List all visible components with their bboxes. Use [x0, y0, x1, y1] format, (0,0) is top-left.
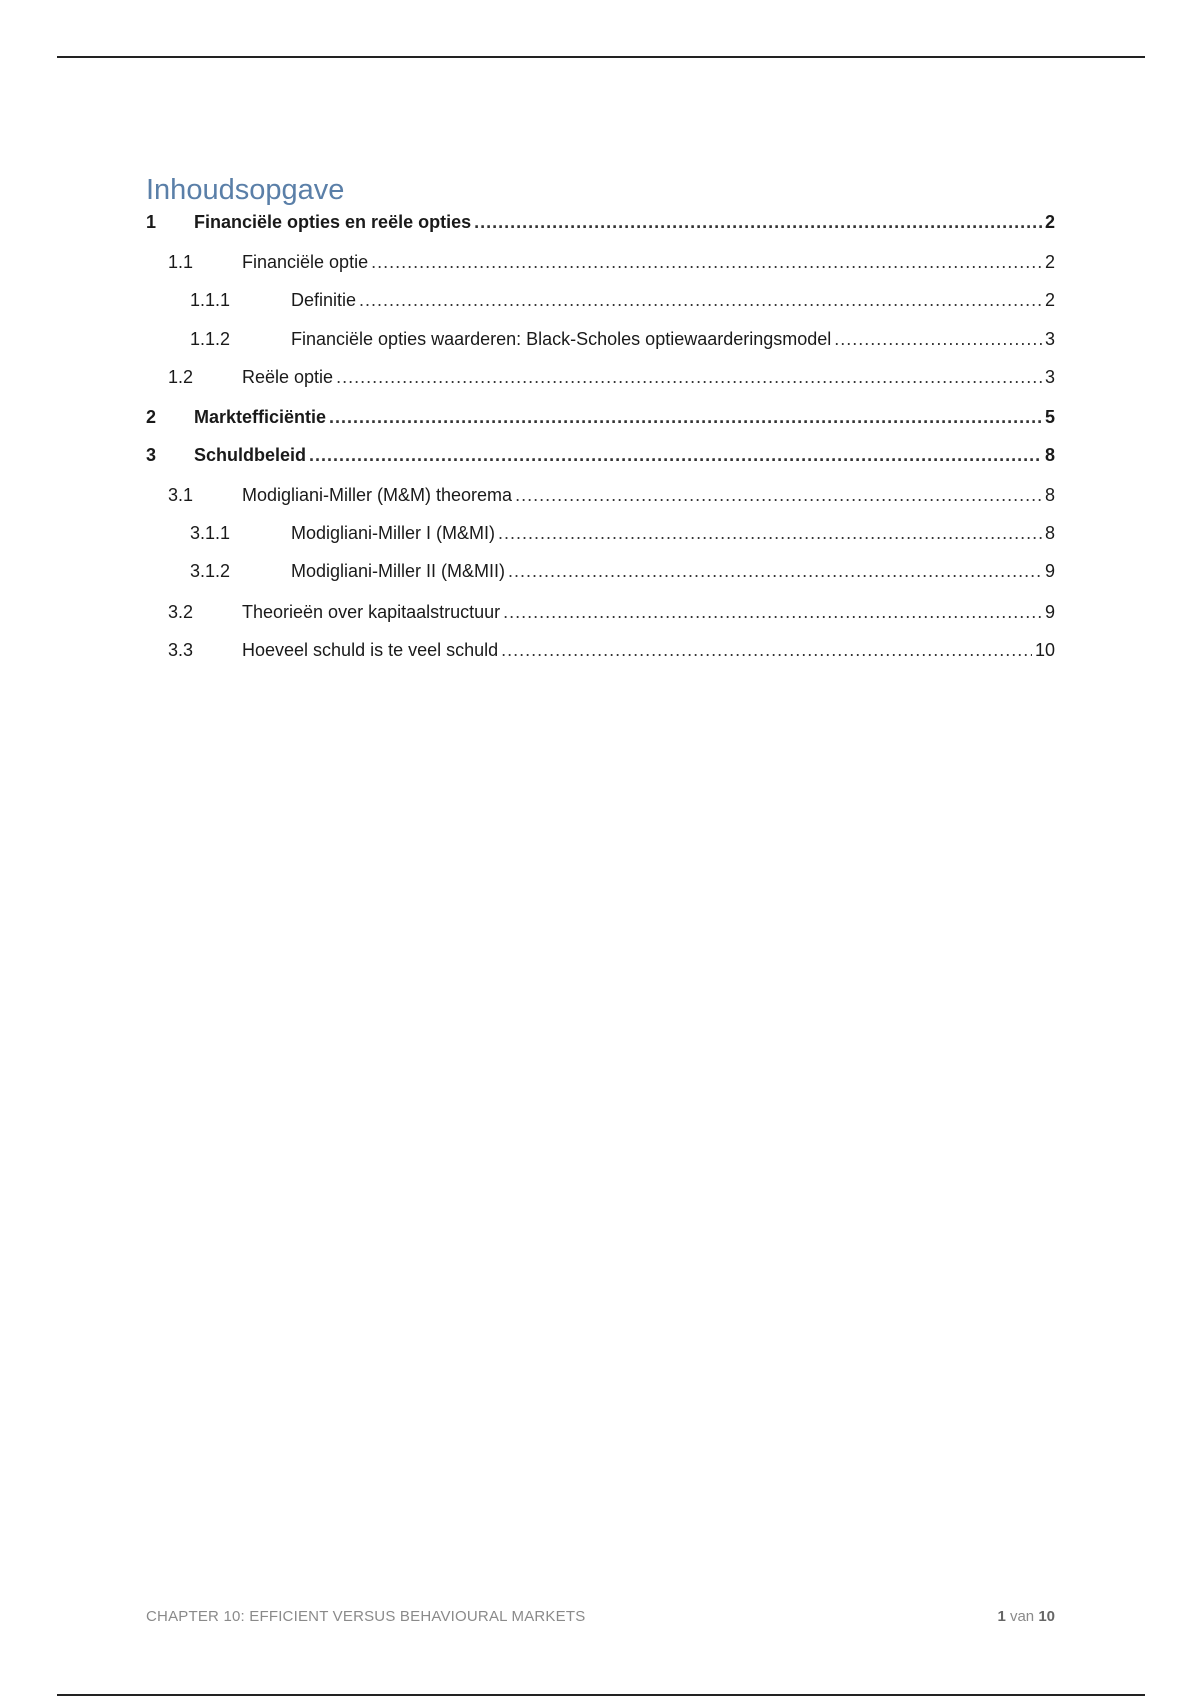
toc-entry-number: 2 — [146, 407, 157, 427]
toc-entry-3-1-1[interactable] — [146, 521, 1055, 545]
toc-entry-page: 8 — [1044, 445, 1055, 465]
toc-entry-page: 8 — [1044, 523, 1055, 543]
footer-page-total: 10 — [1038, 1608, 1055, 1625]
toc-entry-page: 3 — [1044, 329, 1055, 349]
toc-entry-page: 2 — [1044, 252, 1055, 272]
toc-entry-number: 3.1.2 — [190, 561, 231, 581]
toc-entry-2[interactable] — [146, 405, 1055, 429]
toc-dot-leader — [359, 288, 1042, 312]
toc-entry-number: 3 — [146, 445, 157, 465]
toc-entry-number: 1 — [146, 212, 157, 232]
toc-entry-1-1-2[interactable] — [146, 327, 1055, 351]
toc-entry-title: Schuldbeleid — [194, 445, 307, 465]
page-footer — [146, 1608, 1055, 1630]
toc-entry-title: Definitie — [291, 290, 357, 310]
toc-entry-title: Modigliani-Miller I (M&MI) — [291, 523, 496, 543]
footer-rule — [57, 1694, 1145, 1696]
footer-page-separator: van — [1009, 1608, 1035, 1625]
footer-chapter-title: CHAPTER 10: EFFICIENT VERSUS BEHAVIOURAL MARKETS — [146, 1608, 586, 1625]
toc-entry-title: Reële optie — [242, 367, 334, 387]
toc-entry-page: 5 — [1044, 407, 1055, 427]
toc-entry-1[interactable] — [146, 210, 1055, 234]
toc-dot-leader — [329, 405, 1042, 429]
toc-entry-title: Theorieën over kapitaalstructuur — [242, 602, 501, 622]
toc-dot-leader — [309, 443, 1042, 467]
toc-entry-number: 3.1.1 — [190, 523, 231, 543]
toc-entry-number: 3.2 — [168, 602, 194, 622]
toc-dot-leader — [474, 210, 1042, 234]
toc-entry-title: Marktefficiëntie — [194, 407, 327, 427]
toc-heading: Inhoudsopgave — [146, 174, 345, 206]
toc-entry-page: 9 — [1044, 602, 1055, 622]
toc-entry-number: 1.2 — [168, 367, 194, 387]
toc-dot-leader — [498, 521, 1042, 545]
toc-entry-number: 1.1.2 — [190, 329, 231, 349]
toc-entry-3-2[interactable] — [146, 600, 1055, 624]
toc-entry-page: 9 — [1044, 561, 1055, 581]
toc-dot-leader — [834, 327, 1042, 351]
toc-entry-title: Modigliani-Miller II (M&MII) — [291, 561, 506, 581]
footer-page-number — [997, 1608, 1055, 1625]
toc-dot-leader — [503, 600, 1042, 624]
toc-entry-title: Modigliani-Miller (M&M) theorema — [242, 485, 513, 505]
toc-entry-title: Financiële opties en reële opties — [194, 212, 472, 232]
toc-entry-3[interactable] — [146, 443, 1055, 467]
toc-entry-number: 3.3 — [168, 640, 194, 660]
toc-dot-leader — [501, 638, 1032, 662]
toc-dot-leader — [371, 250, 1042, 274]
toc-entry-title: Hoeveel schuld is te veel schuld — [242, 640, 499, 660]
toc-entry-number: 1.1.1 — [190, 290, 231, 310]
toc-dot-leader — [508, 559, 1042, 583]
toc-entry-page: 2 — [1044, 212, 1055, 232]
toc-entry-3-1-2[interactable] — [146, 559, 1055, 583]
footer-page-current: 1 — [997, 1608, 1006, 1625]
toc-entry-3-1[interactable] — [146, 483, 1055, 507]
toc-entry-page: 10 — [1034, 640, 1055, 660]
toc-dot-leader — [515, 483, 1042, 507]
header-rule — [57, 56, 1145, 58]
toc-entry-number: 3.1 — [168, 485, 194, 505]
toc-entry-1-1[interactable] — [146, 250, 1055, 274]
toc-entry-3-3[interactable] — [146, 638, 1055, 662]
toc-entry-page: 8 — [1044, 485, 1055, 505]
toc-entry-number: 1.1 — [168, 252, 194, 272]
toc-entry-1-1-1[interactable] — [146, 288, 1055, 312]
toc-entry-page: 3 — [1044, 367, 1055, 387]
toc-entry-page: 2 — [1044, 290, 1055, 310]
toc-entry-title: Financiële optie — [242, 252, 369, 272]
toc-entry-title: Financiële opties waarderen: Black-Scholes optiewaarderingsmodel — [291, 329, 832, 349]
toc-entry-1-2[interactable] — [146, 365, 1055, 389]
table-of-contents — [146, 168, 1055, 660]
toc-dot-leader — [336, 365, 1042, 389]
